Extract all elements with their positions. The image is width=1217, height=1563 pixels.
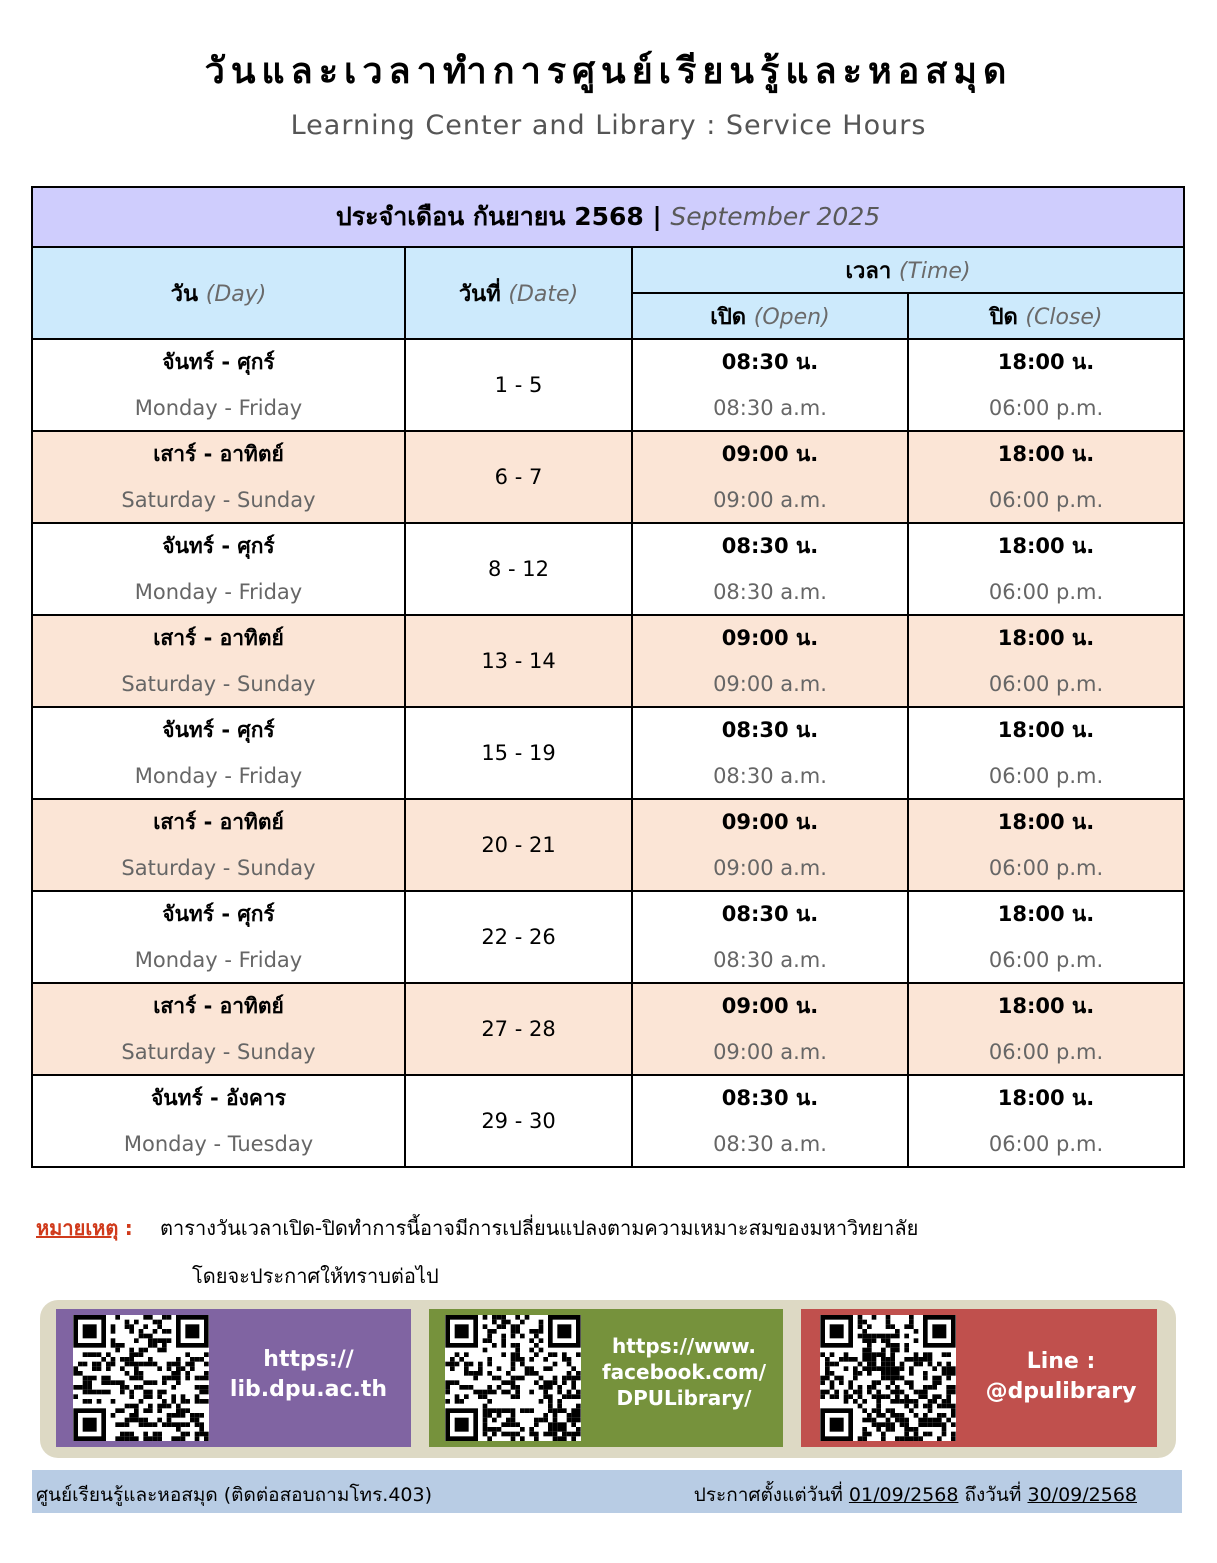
website-link-box[interactable] xyxy=(56,1309,411,1447)
note-label: หมายเหตุ xyxy=(36,1216,119,1240)
close-cell xyxy=(908,799,1184,891)
website-qr-code xyxy=(73,1315,209,1441)
facebook-link-box[interactable] xyxy=(429,1309,783,1447)
date-cell: 8 - 12 xyxy=(405,523,632,615)
note xyxy=(36,1212,919,1244)
footer-start-date: 01/09/2568 xyxy=(848,1484,959,1506)
close-cell-english: 06:00 p.m. xyxy=(988,1132,1104,1156)
day-cell xyxy=(32,707,405,799)
day-cell xyxy=(32,615,405,707)
open-cell xyxy=(632,1075,908,1167)
close-cell xyxy=(908,431,1184,523)
close-cell-thai: 18:00 น. xyxy=(997,1086,1095,1110)
open-cell-english: 09:00 a.m. xyxy=(713,856,827,880)
date-header-thai: วันที่ xyxy=(458,281,501,307)
close-cell-thai: 18:00 น. xyxy=(997,810,1095,834)
month-thai: ประจำเดือน กันยายน 2568 | xyxy=(335,202,662,231)
open-cell-thai: 08:30 น. xyxy=(721,350,819,374)
facebook-link-text[interactable]: https://www. facebook.com/ DPULibrary/ xyxy=(601,1334,767,1410)
day-cell-english: Monday - Friday xyxy=(134,580,303,604)
table-row xyxy=(32,707,1184,799)
day-cell xyxy=(32,1075,405,1167)
day-cell-thai: จันทร์ - ศุกร์ xyxy=(162,718,275,742)
day-cell-thai: เสาร์ - อาทิตย์ xyxy=(153,810,284,834)
date-column-header xyxy=(405,247,632,339)
close-cell-english: 06:00 p.m. xyxy=(988,672,1104,696)
open-cell-english: 08:30 a.m. xyxy=(713,396,827,420)
open-cell xyxy=(632,339,908,431)
day-column-header xyxy=(32,247,405,339)
day-cell-english: Saturday - Sunday xyxy=(121,672,316,696)
table-row xyxy=(32,339,1184,431)
open-cell-english: 09:00 a.m. xyxy=(713,488,827,512)
footer-contact: ศูนย์เรียนรู้และหอสมุด (ติดต่อสอบถามโทร.403) xyxy=(36,1484,432,1506)
table-row xyxy=(32,891,1184,983)
day-cell xyxy=(32,799,405,891)
date-cell: 13 - 14 xyxy=(405,615,632,707)
open-cell-english: 08:30 a.m. xyxy=(713,764,827,788)
day-cell-english: Monday - Friday xyxy=(134,764,303,788)
open-cell-thai: 09:00 น. xyxy=(721,626,819,650)
day-cell-english: Saturday - Sunday xyxy=(121,856,316,880)
table-row xyxy=(32,799,1184,891)
footer-bar xyxy=(32,1470,1182,1513)
day-cell xyxy=(32,983,405,1075)
close-cell xyxy=(908,707,1184,799)
day-cell-thai: จันทร์ - อังคาร xyxy=(150,1086,287,1110)
open-cell-thai: 09:00 น. xyxy=(721,442,819,466)
date-cell: 6 - 7 xyxy=(405,431,632,523)
close-cell-english: 06:00 p.m. xyxy=(988,948,1104,972)
note-line-1: ตารางวันเวลาเปิด-ปิดทำการนี้อาจมีการเปลี่ยนแปลงตามความเหมาะสมของมหาวิทยาลัย xyxy=(160,1216,919,1240)
open-cell xyxy=(632,799,908,891)
note-colon: : xyxy=(124,1216,133,1240)
close-cell-thai: 18:00 น. xyxy=(997,350,1095,374)
website-link-text[interactable]: https:// lib.dpu.ac.th xyxy=(229,1347,388,1402)
open-cell-thai: 09:00 น. xyxy=(721,994,819,1018)
day-cell-thai: จันทร์ - ศุกร์ xyxy=(162,902,275,926)
footer-announcement xyxy=(694,1480,1137,1510)
page-title-english: Learning Center and Library : Service Hours xyxy=(290,110,927,141)
open-cell xyxy=(632,983,908,1075)
footer-prefix: ประกาศตั้งแต่วันที่ xyxy=(693,1484,843,1506)
time-column-header xyxy=(632,247,1184,293)
day-cell-english: Saturday - Sunday xyxy=(121,1040,316,1064)
open-cell-thai: 08:30 น. xyxy=(721,902,819,926)
month-english: September 2025 xyxy=(670,202,881,231)
close-column-header xyxy=(908,293,1184,339)
close-cell xyxy=(908,1075,1184,1167)
open-cell xyxy=(632,431,908,523)
day-cell-thai: เสาร์ - อาทิตย์ xyxy=(153,442,284,466)
day-cell xyxy=(32,339,405,431)
close-cell xyxy=(908,339,1184,431)
note-line-2: โดยจะประกาศให้ทราบต่อไป xyxy=(192,1264,439,1288)
line-link-text[interactable]: Line : @dpulibrary xyxy=(985,1349,1137,1404)
day-cell-thai: จันทร์ - ศุกร์ xyxy=(162,350,275,374)
open-cell xyxy=(632,615,908,707)
close-cell-thai: 18:00 น. xyxy=(997,718,1095,742)
day-cell-thai: เสาร์ - อาทิตย์ xyxy=(153,994,284,1018)
close-cell-english: 06:00 p.m. xyxy=(988,1040,1104,1064)
day-cell-english: Monday - Friday xyxy=(134,948,303,972)
facebook-qr-code xyxy=(445,1315,581,1441)
close-header-thai: ปิด xyxy=(989,304,1018,330)
close-cell-thai: 18:00 น. xyxy=(997,902,1095,926)
close-cell xyxy=(908,523,1184,615)
day-cell xyxy=(32,891,405,983)
open-header-english: (Open) xyxy=(753,304,830,330)
open-cell-english: 08:30 a.m. xyxy=(713,948,827,972)
day-header-english: (Day) xyxy=(205,281,267,307)
table-row xyxy=(32,1075,1184,1167)
close-cell-thai: 18:00 น. xyxy=(997,442,1095,466)
close-cell-thai: 18:00 น. xyxy=(997,626,1095,650)
open-cell-thai: 08:30 น. xyxy=(721,1086,819,1110)
day-cell-english: Saturday - Sunday xyxy=(121,488,316,512)
schedule-rows xyxy=(32,339,1184,1167)
footer-end-date: 30/09/2568 xyxy=(1027,1484,1137,1506)
open-cell-english: 09:00 a.m. xyxy=(713,672,827,696)
open-cell xyxy=(632,891,908,983)
day-cell-thai: เสาร์ - อาทิตย์ xyxy=(153,626,284,650)
day-cell-english: Monday - Friday xyxy=(134,396,303,420)
month-header-row xyxy=(32,187,1184,247)
open-header-thai: เปิด xyxy=(710,304,747,330)
date-cell: 15 - 19 xyxy=(405,707,632,799)
date-cell: 1 - 5 xyxy=(405,339,632,431)
service-hours-table xyxy=(31,186,1185,1168)
date-header-english: (Date) xyxy=(508,281,579,307)
close-header-english: (Close) xyxy=(1025,304,1103,330)
open-cell-thai: 09:00 น. xyxy=(721,810,819,834)
open-cell-english: 09:00 a.m. xyxy=(713,1040,827,1064)
close-cell xyxy=(908,891,1184,983)
open-cell-english: 08:30 a.m. xyxy=(713,1132,827,1156)
date-cell: 22 - 26 xyxy=(405,891,632,983)
day-header-thai: วัน xyxy=(170,281,199,307)
day-cell xyxy=(32,523,405,615)
page-title-thai: วันและเวลาทำการศูนย์เรียนรู้และหอสมุด xyxy=(204,51,1013,92)
time-header-english: (Time) xyxy=(898,258,971,284)
open-cell-english: 08:30 a.m. xyxy=(713,580,827,604)
close-cell xyxy=(908,983,1184,1075)
table-row xyxy=(32,615,1184,707)
column-header-row xyxy=(32,247,1184,293)
footer-mid: ถึงวันที่ xyxy=(964,1484,1022,1506)
month-header xyxy=(32,187,1184,247)
close-cell-thai: 18:00 น. xyxy=(997,994,1095,1018)
day-cell xyxy=(32,431,405,523)
close-cell-thai: 18:00 น. xyxy=(997,534,1095,558)
close-cell-english: 06:00 p.m. xyxy=(988,764,1104,788)
close-cell xyxy=(908,615,1184,707)
open-cell xyxy=(632,523,908,615)
date-cell: 20 - 21 xyxy=(405,799,632,891)
open-cell-thai: 08:30 น. xyxy=(721,718,819,742)
day-cell-english: Monday - Tuesday xyxy=(123,1132,314,1156)
date-cell: 27 - 28 xyxy=(405,983,632,1075)
close-cell-english: 06:00 p.m. xyxy=(988,396,1104,420)
close-cell-english: 06:00 p.m. xyxy=(988,488,1104,512)
open-cell-thai: 08:30 น. xyxy=(721,534,819,558)
date-cell: 29 - 30 xyxy=(405,1075,632,1167)
time-header-thai: เวลา xyxy=(845,258,892,284)
links-panel xyxy=(40,1300,1176,1458)
open-column-header xyxy=(632,293,908,339)
day-cell-thai: จันทร์ - ศุกร์ xyxy=(162,534,275,558)
close-cell-english: 06:00 p.m. xyxy=(988,580,1104,604)
table-row xyxy=(32,523,1184,615)
close-cell-english: 06:00 p.m. xyxy=(988,856,1104,880)
line-qr-code xyxy=(820,1315,956,1441)
table-row xyxy=(32,431,1184,523)
open-cell xyxy=(632,707,908,799)
table-row xyxy=(32,983,1184,1075)
line-link-box[interactable] xyxy=(801,1309,1157,1447)
